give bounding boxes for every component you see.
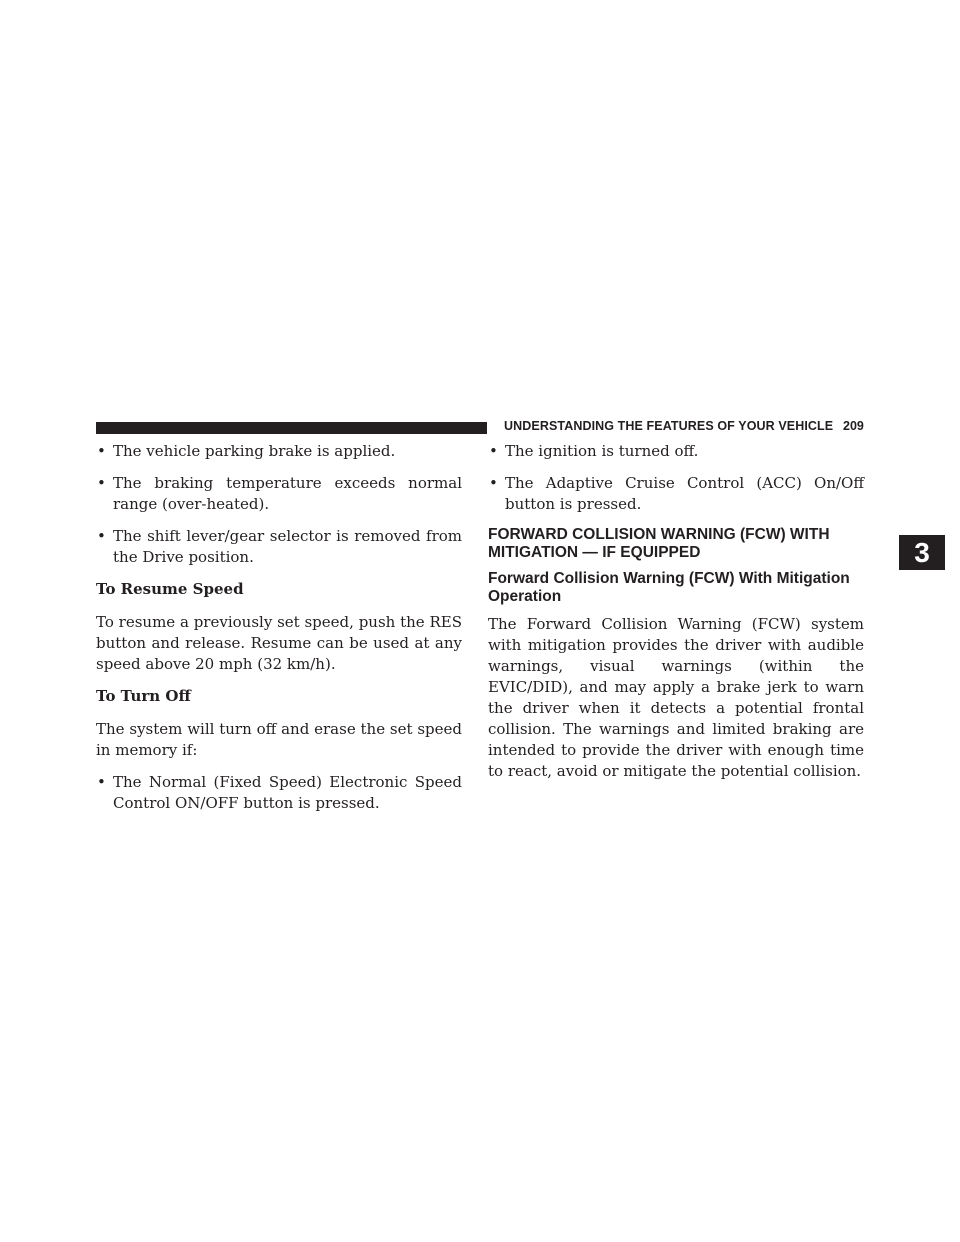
turn-off-heading: To Turn Off [96, 687, 191, 705]
bullet-icon: • [97, 442, 106, 460]
bullet-icon: • [97, 527, 106, 545]
page-number: 209 [843, 419, 864, 433]
fcw-body-text: The Forward Collision Warning (FCW) system with mitigation provides the driver with audible warnings, visual warnings (within the EVIC/DID), and may apply a brake jerk to warn the driver when it detects a potential frontal collision. The warnings and limited braking are intended to provide the driver with enough time to react, avoid or mitigate the potential collision. [488, 615, 864, 780]
bullet-icon: • [97, 474, 106, 492]
list-item: • The Adaptive Cruise Control (ACC) On/Off button is pressed. [489, 474, 864, 513]
resume-speed-heading: To Resume Speed [96, 580, 244, 598]
list-item: • The braking temperature exceeds normal range (over-heated). [97, 474, 462, 513]
bullet-icon: • [97, 773, 106, 791]
section-heading: FORWARD COLLISION WARNING (FCW) WITH MITIGATION — IF EQUIPPED [488, 526, 830, 561]
running-header-title: UNDERSTANDING THE FEATURES OF YOUR VEHICLE [504, 419, 834, 433]
list-item: • The shift lever/gear selector is removed from the Drive position. [97, 527, 462, 566]
header-rule [96, 422, 487, 434]
resume-speed-text: To resume a previously set speed, push the RES button and release. Resume can be used at any speed above 20 mph (32 km/h). [96, 613, 462, 673]
subsection-heading: Forward Collision Warning (FCW) With Mitigation Operation [488, 570, 850, 605]
bullet-icon: • [489, 474, 498, 492]
list-item: • The ignition is turned off. [489, 442, 699, 460]
turn-off-text: The system will turn off and erase the set speed in memory if: [96, 720, 462, 759]
bullet-icon: • [489, 442, 498, 460]
right-column [488, 441, 864, 782]
chapter-tab: 3 [899, 535, 945, 570]
list-item: • The vehicle parking brake is applied. [97, 442, 396, 460]
list-item: • The Normal (Fixed Speed) Electronic Speed Control ON/OFF button is pressed. [97, 773, 462, 812]
left-column [96, 441, 462, 825]
